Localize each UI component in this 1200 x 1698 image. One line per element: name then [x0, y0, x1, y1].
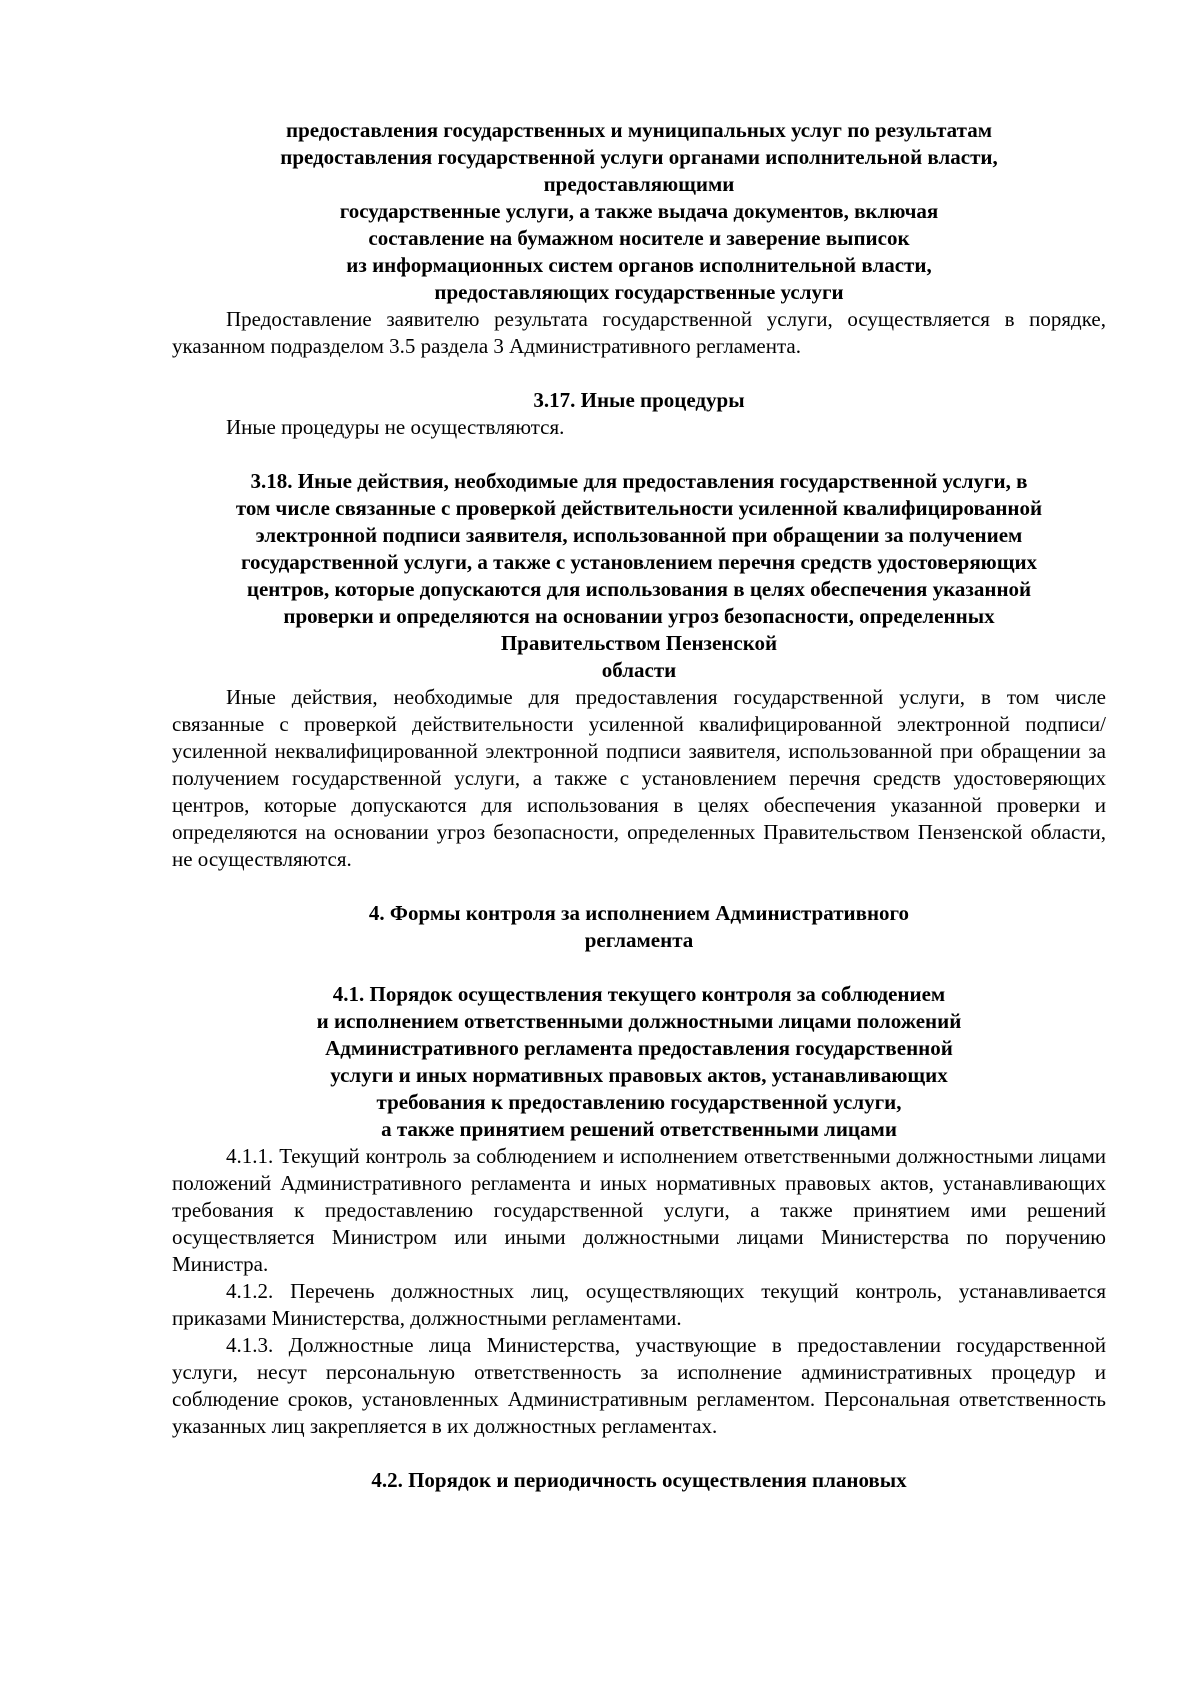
- heading-line: а также принятием решений ответственными лицами: [381, 1117, 897, 1141]
- heading-line: 4.1. Порядок осуществления текущего контроля за соблюдением: [332, 982, 946, 1006]
- section-3-16-heading: [172, 117, 1106, 306]
- heading-line: Правительством Пензенской: [500, 631, 778, 655]
- heading-line: требования к предоставлению государственной услуги,: [376, 1090, 902, 1114]
- section-4-heading: [172, 900, 1106, 954]
- heading-line: 4.2. Порядок и периодичность осуществления плановых: [371, 1468, 907, 1492]
- spacer: [172, 954, 1106, 981]
- paragraph: Иные действия, необходимые для предоставления государственной услуги, в том числе связанные с проверкой действительности усиленной квалифицированной электронной подписи/ усиленной неквалифицированной электронной подписи заявителя, использованной при обращении за получением государственной услуги, а также с установлением перечня средств удостоверяющих центров, которые допускаются для использования в целях обеспечения указанной проверки и определяются на основании угроз безопасности, определенных Правительством Пензенской области, не осуществляются.: [172, 685, 1106, 871]
- spacer: [172, 441, 1106, 468]
- heading-line: электронной подписи заявителя, использованной при обращении за получением: [255, 523, 1023, 547]
- paragraph: Иные процедуры не осуществляются.: [226, 415, 565, 439]
- spacer: [172, 873, 1106, 900]
- heading-line: государственные услуги, а также выдача документов, включая: [339, 199, 939, 223]
- spacer: [172, 360, 1106, 387]
- paragraph: 4.1.1. Текущий контроль за соблюдением и исполнением ответственными должностными лицами положений Административного регламента и иных нормативных правовых актов, устанавливающих требования к предоставлению государственной услуги, а также принятием ими решений осуществляется Министром или иными должностными лицами Министерства по поручению Министра.: [172, 1144, 1106, 1276]
- heading-line: области: [601, 658, 677, 682]
- paragraph: 4.1.3. Должностные лица Министерства, участвующие в предоставлении государственной услуги, несут персональную ответственность за исполнение административных процедур и соблюдение сроков, установленных Административным регламентом. Персональная ответственность указанных лиц закрепляется в их должностных регламентах.: [172, 1333, 1106, 1438]
- paragraph: Предоставление заявителю результата государственной услуги, осуществляется в порядке, указанном подразделом 3.5 раздела 3 Административного регламента.: [172, 307, 1106, 358]
- heading-line: 3.18. Иные действия, необходимые для предоставления государственной услуги, в: [250, 469, 1028, 493]
- section-4-1-heading: [172, 981, 1106, 1143]
- spacer: [172, 1440, 1106, 1467]
- section-4-2-heading: [172, 1467, 1106, 1494]
- heading-line: составление на бумажном носителе и заверение выписок: [368, 226, 910, 250]
- heading-line: 3.17. Иные процедуры: [533, 388, 745, 412]
- heading-line: регламента: [584, 928, 694, 952]
- heading-line: предоставляющими: [543, 172, 735, 196]
- section-3-17-heading: [172, 387, 1106, 414]
- heading-line: и исполнением ответственными должностными лицами положений: [316, 1009, 962, 1033]
- heading-line: предоставления государственной услуги органами исполнительной власти,: [280, 145, 998, 169]
- paragraph: 4.1.2. Перечень должностных лиц, осуществляющих текущий контроль, устанавливается приказами Министерства, должностными регламентами.: [172, 1279, 1106, 1330]
- section-3-18-heading: [172, 468, 1106, 684]
- heading-line: центров, которые допускаются для использования в целях обеспечения указанной: [246, 577, 1032, 601]
- heading-line: том числе связанные с проверкой действительности усиленной квалифицированной: [235, 496, 1043, 520]
- heading-line: Административного регламента предоставления государственной: [325, 1036, 953, 1060]
- heading-line: государственной услуги, а также с установлением перечня средств удостоверяющих: [240, 550, 1038, 574]
- heading-line: 4. Формы контроля за исполнением Административного: [368, 901, 910, 925]
- heading-line: из информационных систем органов исполнительной власти,: [346, 253, 932, 277]
- heading-line: предоставляющих государственные услуги: [434, 280, 844, 304]
- heading-line: услуги и иных нормативных правовых актов, устанавливающих: [330, 1063, 948, 1087]
- heading-line: проверки и определяются на основании угроз безопасности, определенных: [283, 604, 995, 628]
- heading-line: предоставления государственных и муниципальных услуг по результатам: [285, 118, 993, 142]
